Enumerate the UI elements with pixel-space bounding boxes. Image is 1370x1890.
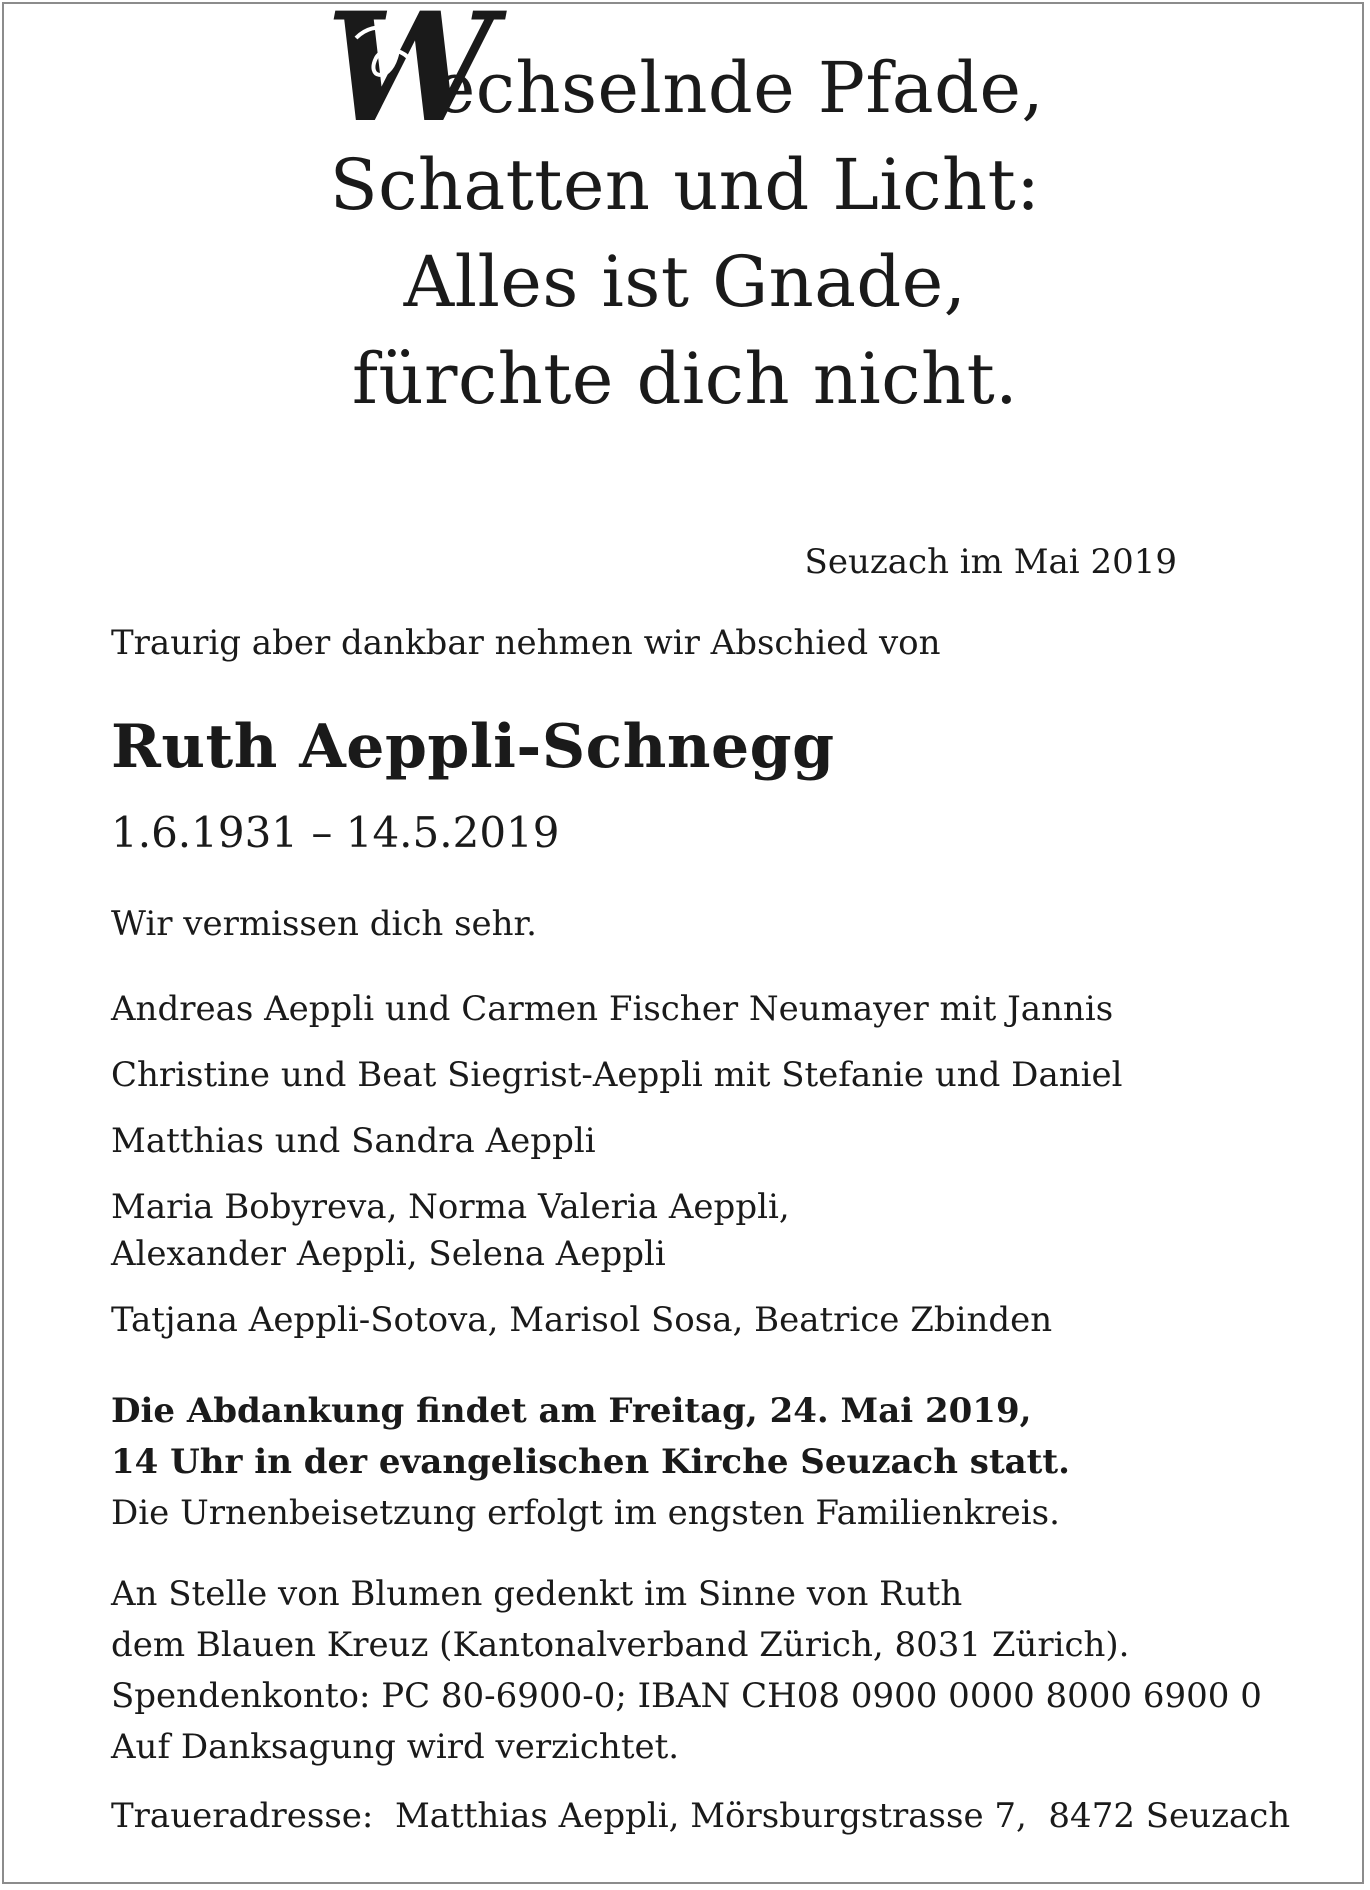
farewell-line: Wir vermissen dich sehr. bbox=[111, 904, 537, 944]
funeral-date-line: Die Abdankung findet am Freitag, 24. Mai 2019, bbox=[111, 1391, 1032, 1431]
mourner-entry: Maria Bobyreva, Norma Valeria Aeppli, Alexander Aeppli, Selena Aeppli bbox=[111, 1187, 790, 1274]
ornate-initial-w-icon bbox=[325, 0, 495, 156]
notice-body bbox=[111, 620, 1331, 1840]
funeral-info bbox=[111, 1386, 1331, 1539]
mourner-entry: Andreas Aeppli und Carmen Fischer Neumayer mit Jannis bbox=[111, 989, 1114, 1029]
mourners-list bbox=[111, 986, 1331, 1344]
deceased-name: Ruth Aeppli-Schnegg bbox=[111, 712, 835, 782]
donation-line: An Stelle von Blumen gedenkt im Sinne von Ruth bbox=[111, 1574, 963, 1614]
verse-line-1: W echselnde Pfade, bbox=[326, 40, 1044, 137]
thanks-note: Auf Danksagung wird verzichtet. bbox=[111, 1727, 680, 1767]
mourner-entry: Tatjana Aeppli-Sotova, Marisol Sosa, Beatrice Zbinden bbox=[111, 1300, 1053, 1340]
donation-info bbox=[111, 1569, 1331, 1773]
verse-line-4: fürchte dich nicht. bbox=[352, 338, 1018, 420]
mourning-address: Traueradresse: Matthias Aeppli, Mörsburgstrasse 7, 8472 Seuzach bbox=[111, 1796, 1291, 1836]
donation-line: dem Blauen Kreuz (Kantonalverband Zürich, 8031 Zürich). bbox=[111, 1625, 1130, 1665]
burial-note: Die Urnenbeisetzung erfolgt im engsten Familienkreis. bbox=[111, 1493, 1060, 1533]
funeral-place-line: 14 Uhr in der evangelischen Kirche Seuzach statt. bbox=[111, 1442, 1070, 1482]
svg-text:W: W bbox=[325, 0, 495, 156]
verse-line-3: Alles ist Gnade, bbox=[403, 241, 967, 323]
donation-account: Spendenkonto: PC 80-6900-0; IBAN CH08 0900 0000 8000 6900 0 bbox=[111, 1676, 1262, 1716]
verse bbox=[0, 0, 1370, 428]
mourner-entry: Christine und Beat Siegrist-Aeppli mit Stefanie und Daniel bbox=[111, 1055, 1123, 1095]
mourner-entry: Matthias und Sandra Aeppli bbox=[111, 1121, 596, 1161]
verse-line-2: Schatten und Licht: bbox=[329, 144, 1041, 226]
life-dates: 1.6.1931 – 14.5.2019 bbox=[111, 808, 560, 857]
place-date: Seuzach im Mai 2019 bbox=[804, 542, 1177, 582]
intro-text: Traurig aber dankbar nehmen wir Abschied von bbox=[111, 623, 941, 663]
